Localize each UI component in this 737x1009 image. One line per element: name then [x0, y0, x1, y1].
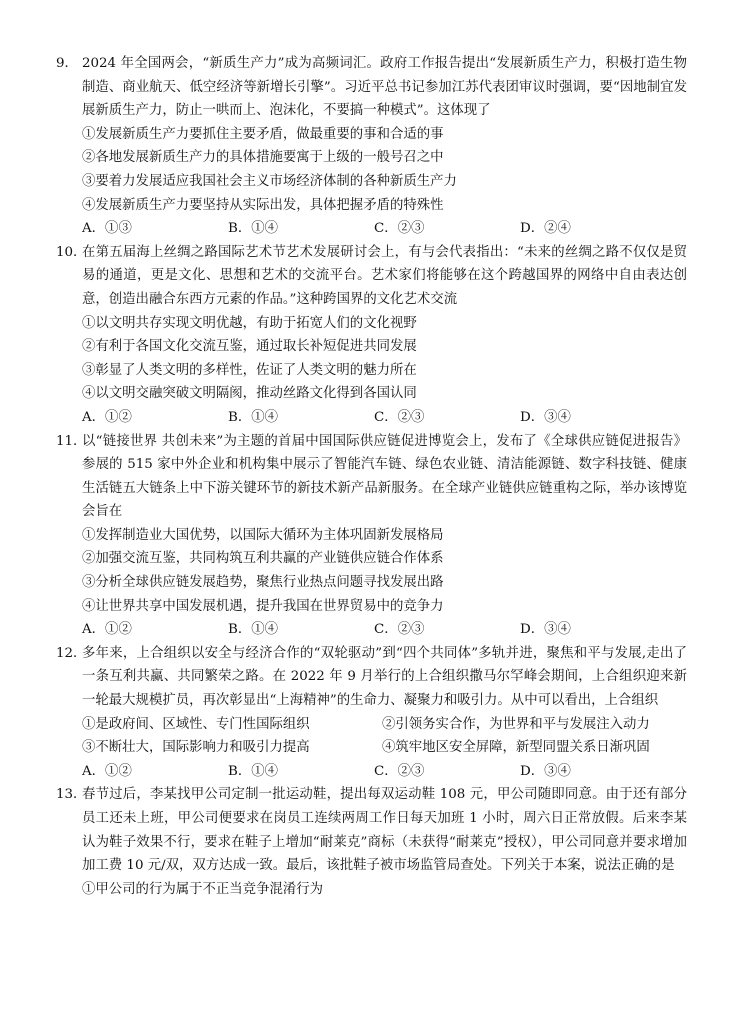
statement-item: ①发展新质生产力要抓住主要矛盾，做最重要的事和合适的事: [82, 126, 444, 142]
statement-item: ②有利于各国文化交流互鉴，通过取长补短促进共同发展: [82, 339, 417, 355]
choice-a: A．①②: [82, 763, 132, 779]
statement-item: ①以文明共存实现文明优越，有助于拓宽人们的文化视野: [82, 315, 417, 331]
choice-d: D．③④: [520, 622, 571, 638]
choice-c: C．②③: [374, 409, 425, 425]
question-12: [0, 642, 737, 784]
statement-item: ③彰显了人类文明的多样性，佐证了人类文明的魅力所在: [82, 362, 417, 378]
exam-page: [0, 52, 737, 901]
statement-item: ③不断壮大，国际影响力和吸引力提高: [82, 740, 310, 756]
question-11: [0, 430, 737, 642]
question-stem: 多年来，上合组织以安全与经济合作的“双轮驱动”到“四个共同体”多轨并进，聚焦和平与发展,走出了一条互利共赢、共同繁荣之路。在 2022 年 9 月举行的上合组织撒马尔罕峰会期间，上合组织迎来新一轮最大规模扩员，再次彰显出“上海精神”的生命力、凝聚力和吸引力。从中可以看出，上合组织: [82, 645, 687, 709]
question-number: 12．: [56, 645, 87, 661]
statement-item: ①是政府间、区域性、专门性国际组织: [82, 716, 310, 732]
statement-item: ①发挥制造业大国优势，以国际大循环为主体巩固新发展格局: [82, 527, 444, 543]
statement-item: ②加强交流互鉴，共同构筑互利共赢的产业链供应链合作体系: [82, 551, 444, 567]
statement-item: ④以文明交融突破文明隔阂，推动丝路文化得到各国认同: [82, 386, 417, 402]
choice-b: B．①④: [228, 221, 279, 237]
statement-item: ③要着力发展适应我国社会主义市场经济体制的各种新质生产力: [82, 173, 457, 189]
choice-c: C．②③: [374, 622, 425, 638]
choice-c: C．②③: [374, 221, 425, 237]
statement-list: [82, 312, 687, 406]
statement-list: [82, 713, 687, 760]
question-stem: 以“链接世界 共创未来”为主题的首届中国国际供应链促进博览会上，发布了《全球供应链促进报告》参展的 515 家中外企业和机构集中展示了智能汽车链、绿色农业链、清洁能源链、数字科技链、健康生活链五大链条上中下游关键环节的新技术新产品新服务。在全球产业链供应链重构之际，举办该博览会旨在: [82, 433, 687, 520]
statement-item: ①甲公司的行为属于不正当竞争混淆行为: [82, 881, 324, 897]
statement-item: ④发展新质生产力要坚持从实际出发，具体把握矛盾的特殊性: [82, 197, 444, 213]
statement-item: ③分析全球供应链发展趋势，聚焦行业热点问题寻找发展出路: [82, 575, 444, 591]
question-number: 11．: [56, 433, 87, 449]
statement-item: ④筑牢地区安全屏障，新型同盟关系日渐巩固: [382, 740, 650, 756]
choice-d: D．③④: [520, 409, 571, 425]
question-stem: 2024 年全国两会，“新质生产力”成为高频词汇。政府工作报告提出“发展新质生产力，积极打造生物制造、商业航天、低空经济等新增长引擎”。习近平总书记参加江苏代表团审议时强调，要“因地制宜发展新质生产力，防止一哄而上、泡沫化，不要搞一种模式”。这体现了: [82, 56, 687, 119]
choice-a: A．①②: [82, 622, 132, 638]
answer-choices: [82, 406, 687, 430]
question-stem: 在第五届海上丝绸之路国际艺术节艺术发展研讨会上，有与会代表指出：“未来的丝绸之路不仅仅是贸易的通道，更是文化、思想和艺术的交流平台。艺术家们将能够在这个跨越国界的网络中自由表达创意，创造出融合东西方元素的作品。”这种跨国界的文化艺术交流: [82, 244, 687, 307]
question-10: [0, 241, 737, 430]
choice-a: A．①②: [82, 409, 132, 425]
answer-choices: [82, 760, 687, 784]
statement-list: [82, 878, 687, 902]
choice-b: B．①④: [228, 622, 279, 638]
question-9: [0, 52, 737, 241]
question-number: 9．: [56, 56, 78, 71]
choice-d: D．③④: [520, 763, 571, 779]
statement-list: [82, 524, 687, 618]
question-number: 10．: [56, 244, 87, 260]
choice-c: C．②③: [374, 763, 425, 779]
question-13: [0, 783, 737, 901]
statement-item: ④让世界共享中国发展机遇，提升我国在世界贸易中的竞争力: [82, 598, 444, 614]
statement-item: ②引领务实合作，为世界和平与发展注入动力: [382, 716, 650, 732]
choice-a: A．①③: [82, 221, 132, 237]
choice-b: B．①④: [228, 763, 279, 779]
answer-choices: [82, 217, 687, 241]
statement-item: ②各地发展新质生产力的具体措施要寓于上级的一般号召之中: [82, 150, 444, 166]
statement-list: [82, 123, 687, 217]
choice-b: B．①④: [228, 409, 279, 425]
question-number: 13．: [56, 787, 87, 803]
answer-choices: [82, 618, 687, 642]
question-stem: 春节过后，李某找甲公司定制一批运动鞋，提出每双运动鞋 108 元，甲公司随即同意。由于还有部分员工还未上班，甲公司便要求在岗员工连续两周工作日每天加班 1 小时，周六日正常放假。后来李某认为鞋子效果不行，要求在鞋子上增加“耐莱克”商标（未获得“耐莱克”授权），甲公司同意并要求增加加工费 10 元/双，双方达成一致。最后，该批鞋子被市场监管局查处。下列关于本案，说法正确的是: [82, 787, 687, 874]
choice-d: D．②④: [520, 221, 571, 237]
